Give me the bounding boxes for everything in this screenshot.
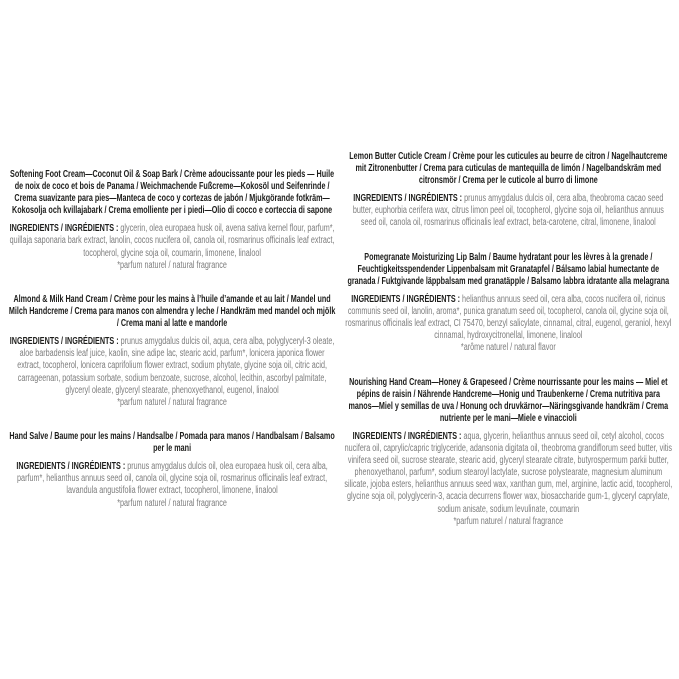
ingredients-paragraph (8, 336, 336, 409)
ingredients-paragraph (344, 431, 672, 529)
fragrance-footnote: *parfum naturel / natural fragrance (117, 259, 227, 271)
ingredients-paragraph (344, 193, 672, 230)
block-almond-milk-hand-cream (8, 294, 336, 409)
ingredients-label: INGREDIENTS / INGRÉDIENTS : (352, 430, 462, 442)
ingredients-list: aqua, glycerin, helianthus annuus seed oil, cetyl alcohol, cocos nucifera oil, caprylic/capric triglyceride, adansonia digitata oil, theobroma grandiflorum seed butter, vitis vinifera seed oil, sucrose stearate, stearic acid, glyceryl stearate citrate, butyrospermum parkii butter, phenoxyethanol, parfum*, sodium stearoyl lactylate, sucrose polystearate, magnesium aluminum silicate, jojoba esters, helianthus annuus seed wax, xanthan gum, mel, arginine, lactic acid, tocopherol, glycine soja oil, polyglycerin-3, acacia decurrens flower wax, biosaccharide gum-1, glyceryl caprylate, sodium anisate, sodium levulinate, coumarin (344, 430, 673, 515)
product-title: Pomegranate Moisturizing Lip Balm / Baume hydratant pour les lèvres à la grenade / Feuchtigkeitsspendender Lippenbalsam mit Granatapfel / Bálsamo labial humectante de granada / Fuktgivande läppbalsam med granatäpple / Balsamo labbra idratante alla melagrana (347, 251, 670, 287)
ingredients-list: prunus amygdalus dulcis oil, aqua, cera alba, polyglyceryl-3 oleate, aloe barbadensis leaf juice, kaolin, sine adipe lac, stearic acid, parfum*, lonicera japonica flower extract, tocopherol, lonicera caprifolium flower extract, sodium phytate, glycine soja oil, citric acid, carrageenan, potassium sorbate, sodium benzoate, sucrose, alcohol, lecithin, ascorbyl palmitate, glyceryl oleate, glyceryl stearate, phenoxyethanol, eugenol, linalool (17, 335, 335, 396)
ingredients-label: INGREDIENTS / INGRÉDIENTS : (9, 335, 119, 347)
ingredients-list: prunus amygdalus dulcis oil, cera alba, theobroma cacao seed butter, euphorbia cerifera wax, citrus limon peel oil, tocopherol, glycine soja oil, helianthus annuus seed oil, canola oil, rosmarinus officinalis leaf extract, beta-carotene, citral, limonene, linalool (352, 193, 664, 229)
ingredients-paragraph (8, 223, 336, 272)
right-column (344, 0, 672, 679)
ingredients-list: glycerin, olea europaea husk oil, avena sativa kernel flour, parfum*, quillaja saponaria bark extract, lanolin, cocos nucifera oil, canola oil, rosmarinus officinalis leaf extract, tocopherol, glycine soja oil, coumarin, limonene, linalool (9, 223, 335, 259)
flavor-footnote: *arôme naturel / natural flavor (460, 342, 556, 354)
ingredients-paragraph (8, 461, 336, 510)
ingredients-label: INGREDIENTS / INGRÉDIENTS : (9, 223, 119, 235)
block-hand-salve (8, 431, 336, 510)
fragrance-footnote: *parfum naturel / natural fragrance (453, 515, 564, 527)
ingredients-label: INGREDIENTS / INGRÉDIENTS : (351, 293, 461, 305)
ingredients-paragraph (344, 294, 672, 355)
block-pomegranate-lip-balm (344, 252, 672, 355)
ingredients-list: helianthus annuus seed oil, cera alba, cocos nucifera oil, ricinus communis seed oil, lanolin, aroma*, punica granatum seed oil, tocopherol, canola oil, glycine soja oil, rosmarinus officinalis leaf extract, CI 75470, benzyl salicylate, cinnamal, citral, eugenol, geraniol, hexyl cinnamal, hydroxycitronellal, limonene, linalool (345, 293, 672, 342)
product-title: Softening Foot Cream—Coconut Oil & Soap Bark / Crème adoucissante pour les pieds — Huile de noix de coco et bois de Panama / Weichmachende Fußcreme—Kokosöl und Seifenrinde / Crema suavizante para pies—Manteca de coco y cortezas de jabón / Mjukgörande fotkräm—Kokosolja och kvillajabark / Crema emolliente per i piedi—Olio di cocco e corteccia di sapone (10, 169, 335, 217)
product-title: Almond & Milk Hand Cream / Crème pour les mains à l’huile d’amande et au lait / Mandel und Milch Handcreme / Crema para manos con almendra y leche / Handkräm med mandel och mjölk / Crema mani al latte e mandorle (8, 293, 336, 329)
ingredients-label: INGREDIENTS / INGRÉDIENTS : (16, 461, 126, 473)
block-lemon-butter-cuticle-cream (344, 151, 672, 230)
product-title: Lemon Butter Cuticle Cream / Crème pour les cuticules au beurre de citron / Nagelhautcreme mit Zitronenbutter / Crema para cuticulas de mantequilla de limón / Nagelbandskräm med citronsmör / Crema per le cuticole al burro di limone (349, 151, 668, 186)
product-title: Nourishing Hand Cream—Honey & Grapeseed / Crème nourrissante pour les mains — Miel et pépins de raisin / Nährende Handcreme—Honig und Traubenkerne / Crema nutritiva para manos—Miel y semillas de uva / Honung och druvkärnor—Näringsgivande handkräm / Crema nutriente per le mani—Miele e vinaccioli (348, 376, 669, 424)
ingredients-list: prunus amygdalus dulcis oil, olea europaea husk oil, cera alba, parfum*, helianthus annuus seed oil, canola oil, glycine soja oil, rosmarinus officinalis leaf extract, lavandula angustifolia flower extract, tocopherol, limonene, linalool (17, 461, 328, 497)
fragrance-footnote: *parfum naturel / natural fragrance (117, 497, 227, 509)
product-title: Hand Salve / Baume pour les mains / Handsalbe / Pomada para manos / Handbalsam / Balsamo per le mani (9, 431, 335, 455)
ingredients-label: INGREDIENTS / INGRÉDIENTS : (353, 193, 463, 204)
block-nourishing-hand-cream (344, 377, 672, 529)
block-softening-foot-cream (8, 169, 336, 272)
left-column (8, 0, 336, 679)
fragrance-footnote: *parfum naturel / natural fragrance (117, 396, 227, 408)
